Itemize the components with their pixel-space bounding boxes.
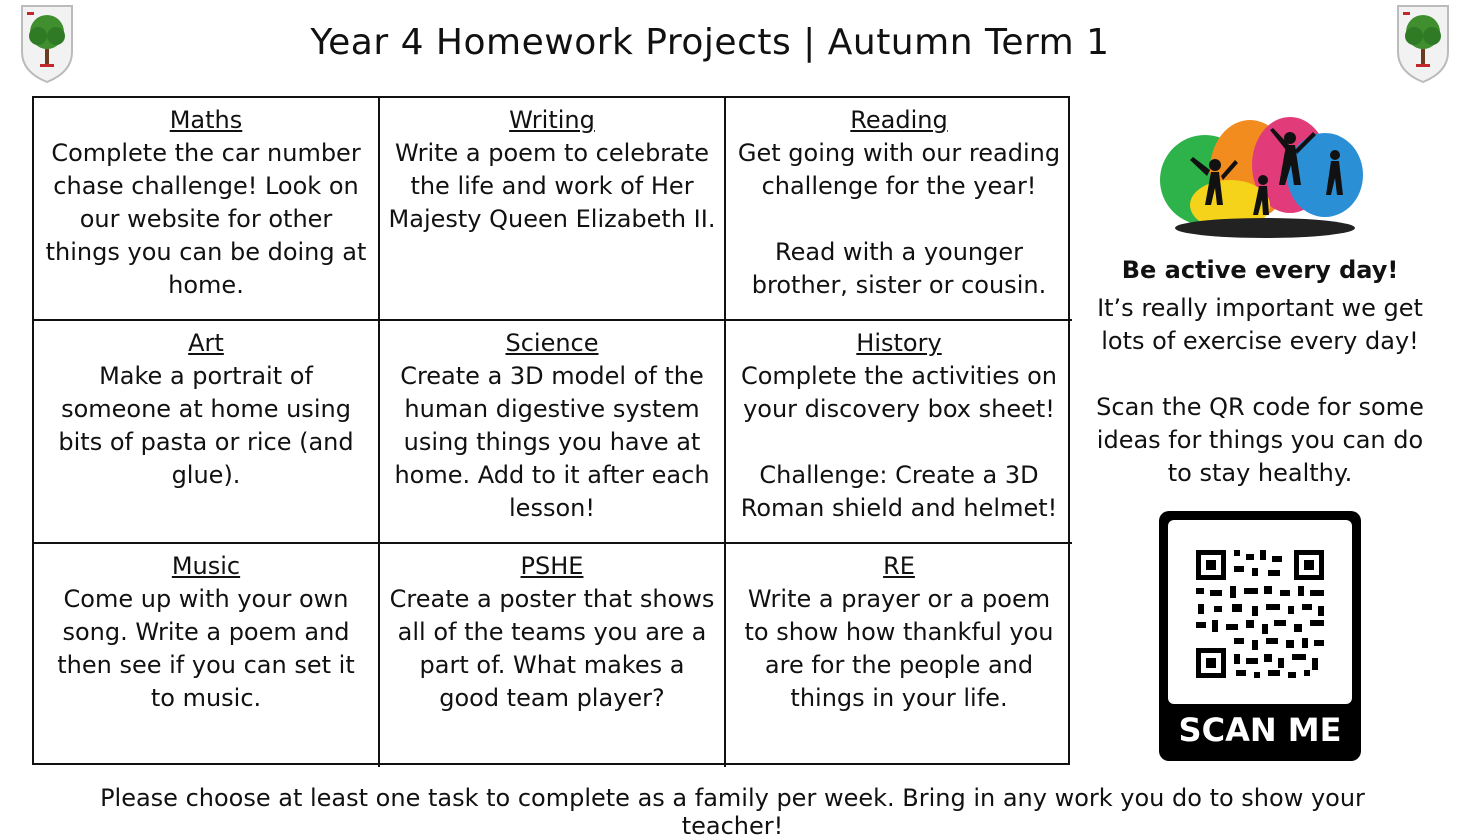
- task-text: Complete the activities on your discovery box sheet!: [740, 362, 1058, 423]
- task-cell-maths: [34, 98, 380, 321]
- footer-note: Please choose at least one task to complete as a family per week. Bring in any work you do to show your teacher!: [100, 784, 1365, 840]
- task-cell-reading: [726, 98, 1072, 321]
- page-title: Year 4 Homework Projects | Autumn Term 1: [310, 22, 1110, 63]
- task-cell-writing: [380, 98, 726, 321]
- subject-heading: Music: [171, 552, 241, 580]
- subject-heading: Science: [505, 329, 599, 357]
- task-cell-history: [726, 321, 1072, 544]
- task-text: Make a portrait of someone at home using bits of pasta or rice (and glue).: [58, 362, 354, 489]
- task-cell-art: [34, 321, 380, 544]
- task-text: Come up with your own song. Write a poem and then see if you can set it to music.: [57, 585, 355, 712]
- task-text: Challenge: Create a 3D Roman shield and helmet!: [740, 461, 1058, 522]
- scan-me-label: SCAN ME: [1178, 711, 1342, 749]
- task-cell-re: [726, 544, 1072, 767]
- task-text: Read with a younger brother, sister or cousin.: [751, 238, 1047, 299]
- task-text: Complete the car number chase challenge! Look on our website for other things you can be doing at home.: [45, 139, 367, 299]
- subject-heading: Maths: [169, 106, 243, 134]
- task-cell-music: [34, 544, 380, 767]
- homework-grid: [32, 96, 1070, 765]
- qr-code[interactable]: [1159, 511, 1361, 761]
- subject-heading: Writing: [509, 106, 595, 134]
- qr-code-icon: [1168, 520, 1352, 704]
- task-text: Get going with our reading challenge for the year!: [737, 139, 1061, 200]
- subject-heading: RE: [883, 552, 915, 580]
- subject-heading: History: [856, 329, 942, 357]
- subject-heading: Reading: [850, 106, 948, 134]
- jumping-people-image: [1145, 110, 1375, 250]
- qr-instructions: Scan the QR code for some ideas for things you can do to stay healthy.: [1096, 393, 1424, 487]
- task-text: Write a prayer or a poem to show how thankful you are for the people and things in your life.: [744, 585, 1054, 712]
- task-text: Create a 3D model of the human digestive system using things you have at home. Add to it after each lesson!: [394, 362, 710, 522]
- active-panel: [1090, 110, 1430, 490]
- task-cell-pshe: [380, 544, 726, 767]
- subject-heading: Art: [188, 329, 224, 357]
- active-heading: Be active every day!: [1121, 256, 1399, 284]
- school-crest-icon: [1394, 4, 1452, 84]
- task-text: Create a poster that shows all of the teams you are a part of. What makes a good team player?: [389, 585, 715, 712]
- school-crest-icon: [18, 4, 76, 84]
- task-cell-science: [380, 321, 726, 544]
- exercise-text: It’s really important we get lots of exercise every day!: [1097, 294, 1423, 355]
- task-text: Write a poem to celebrate the life and work of Her Majesty Queen Elizabeth II.: [388, 139, 716, 233]
- subject-heading: PSHE: [520, 552, 584, 580]
